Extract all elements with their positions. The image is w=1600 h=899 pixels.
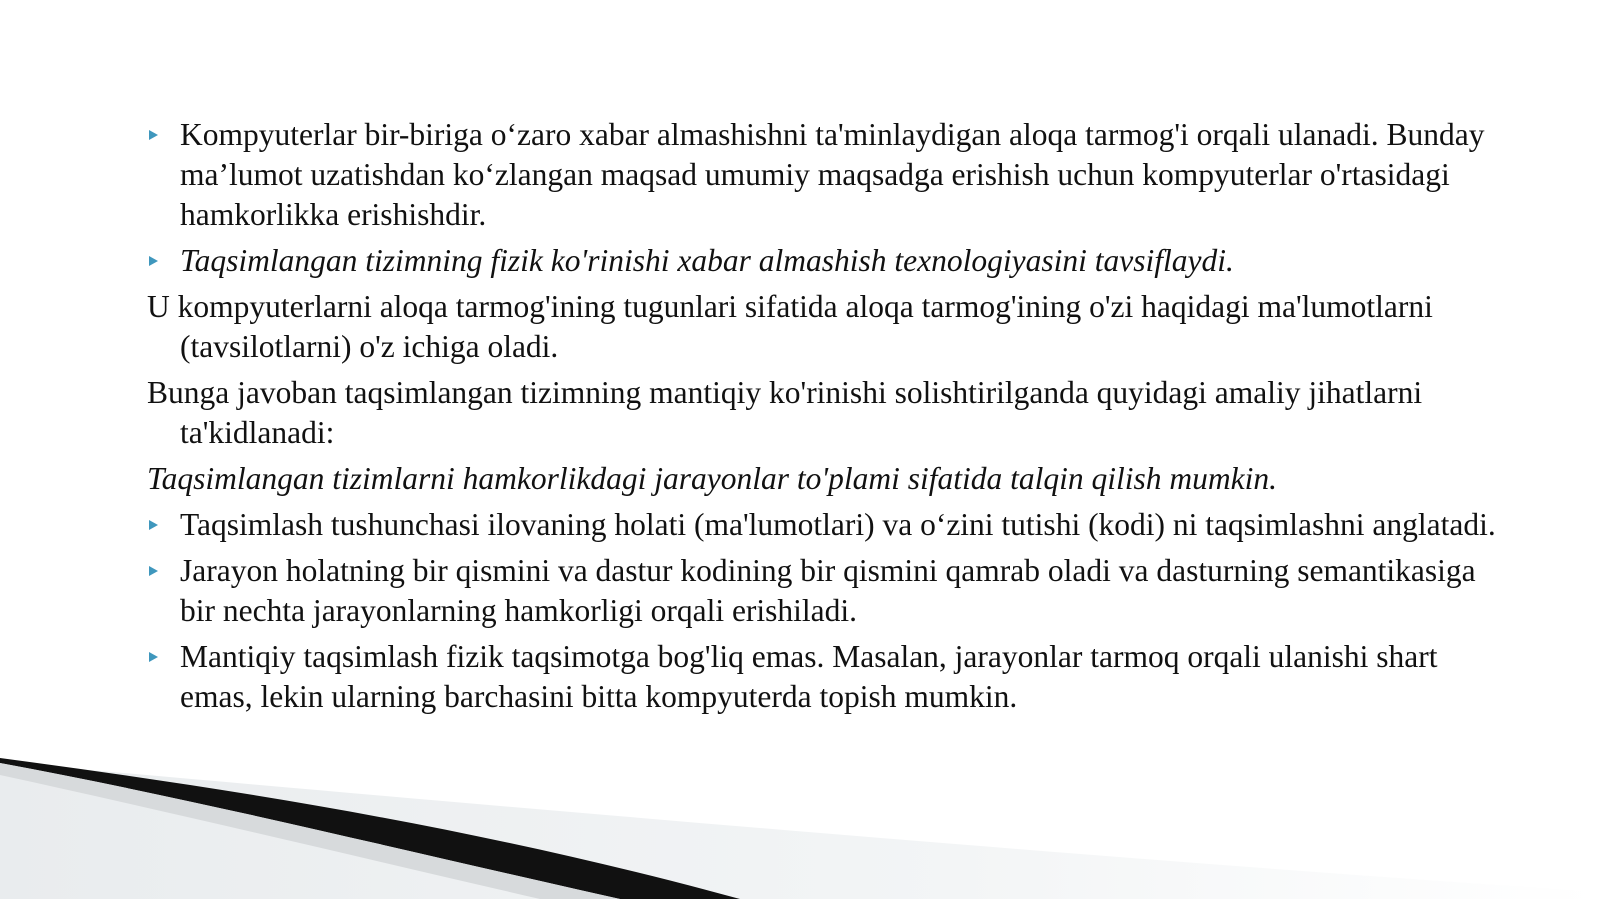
paragraph-1 [147, 115, 1507, 235]
paragraph-1-text: Kompyuterlar bir-biriga o‘zaro xabar almashishni ta'minlaydigan aloqa tarmog'i orqali ulanadi. Bunday ma’lumot uzatishdan ko‘zlangan maqsad umumiy maqsadga erishish uchun kompyuterlar o'rtasidagi hamkorlikka erishishdir. [180, 117, 1485, 232]
paragraph-7 [147, 551, 1507, 631]
swoosh-light-band [0, 762, 1600, 899]
paragraph-7-text: Jarayon holatning bir qismini va dastur kodining bir qismini qamrab oladi va dasturning semantikasiga bir nechta jarayonlarning hamkorligi orqali erishiladi. [180, 553, 1476, 628]
paragraph-4 [147, 373, 1507, 453]
paragraph-8-text: Mantiqiy taqsimlash fizik taqsimotga bog'liq emas. Masalan, jarayonlar tarmoq orqali ulanishi shart emas, lekin ularning barchasini bitta kompyuterda topish mumkin. [180, 639, 1438, 714]
bullet-arrow-icon [149, 652, 158, 662]
paragraph-2 [147, 241, 1507, 281]
bullet-arrow-icon [149, 130, 158, 140]
paragraph-6-text: Taqsimlash tushunchasi ilovaning holati (ma'lumotlari) va o‘zini tutishi (kodi) ni taqsimlashni anglatadi. [180, 507, 1496, 542]
paragraph-4-text: Bunga javoban taqsimlangan tizimning mantiqiy ko'rinishi solishtirilganda quyidagi amaliy jihatlarni ta'kidlanadi: [147, 375, 1423, 450]
paragraph-5 [147, 459, 1507, 499]
paragraph-3-text: U kompyuterlarni aloqa tarmog'ining tugunlari sifatida aloqa tarmog'ining o'zi haqidagi ma'lumotlarni (tavsilotlarni) o'z ichiga oladi. [147, 289, 1433, 364]
bullet-arrow-icon [149, 520, 158, 530]
paragraph-6 [147, 505, 1507, 545]
paragraph-5-text: Taqsimlangan tizimlarni hamkorlikdagi jarayonlar to'plami sifatida talqin qilish mumkin. [147, 461, 1278, 496]
slide-body [147, 115, 1507, 723]
bullet-arrow-icon [149, 256, 158, 266]
paragraph-2-text: Taqsimlangan tizimning fizik ko'rinishi xabar almashish texnologiyasini tavsiflaydi. [180, 243, 1234, 278]
paragraph-3 [147, 287, 1507, 367]
bullet-arrow-icon [149, 566, 158, 576]
paragraph-8 [147, 637, 1507, 717]
